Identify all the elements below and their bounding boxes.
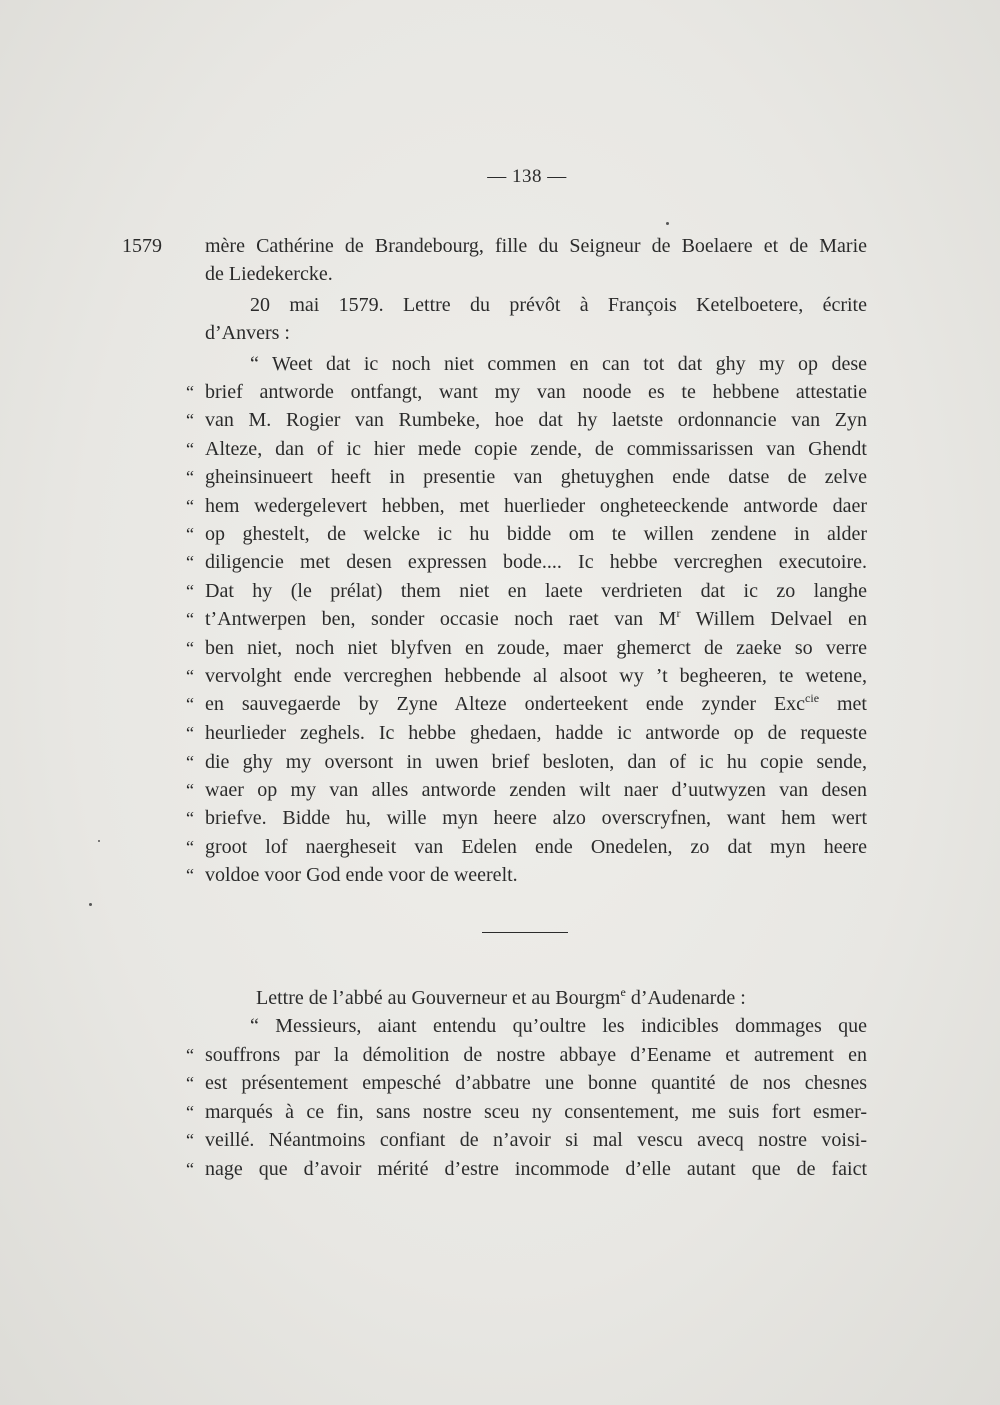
quote-mark: “	[186, 524, 194, 544]
text-line: nage que d’avoir mérité d’estre incommode d’elle autant que de faict	[205, 1158, 867, 1180]
quote-mark: “	[186, 1159, 194, 1179]
quote-mark: “	[186, 865, 194, 885]
superscript: e	[620, 985, 626, 999]
text-line: hem wedergelevert hebben, met huerlieder ongheteeckende antworde daer	[205, 495, 867, 517]
text-line	[205, 605, 867, 633]
text-line: voldoe voor God ende voor de weerelt.	[205, 864, 518, 886]
text-line: souffrons par la démolition de nostre abbaye d’Eename et autrement en	[205, 1044, 867, 1066]
text-line: de Liedekercke.	[205, 263, 333, 285]
text-line: veillé. Néantmoins confiant de n’avoir si mal vescu avecq nostre voisi-	[205, 1129, 867, 1151]
quote-mark: “	[186, 1073, 194, 1093]
quote-mark: “	[186, 581, 194, 601]
quote-mark: “	[186, 496, 194, 516]
text-line: 20 mai 1579. Lettre du prévôt à François Ketelboetere, écrite	[250, 294, 867, 316]
text-line: briefve. Bidde hu, wille myn heere alzo overscryfnen, want hem wert	[205, 807, 867, 829]
text-line: diligencie met desen expressen bode.... Ic hebbe vercreghen executoire.	[205, 551, 867, 573]
text-line: groot lof naergheseit van Edelen ende Onedelen, zo dat myn heere	[205, 836, 867, 858]
text-line: vervolght ende vercreghen hebbende al alsoot wy ’t begheeren, te wetene,	[205, 665, 867, 687]
text-segment: t’Antwerpen ben, sonder occasie noch raet van M	[205, 608, 677, 630]
text-segment: en sauvegaerde by Zyne Alteze onderteekent ende zynder Exc	[205, 693, 806, 715]
quote-mark: “	[186, 752, 194, 772]
quote-mark: “	[186, 837, 194, 857]
text-line: Alteze, dan of ic hier mede copie zende, de commissarissen van Ghendt	[205, 438, 867, 460]
text-line: “ Messieurs, aiant entendu qu’oultre les indicibles dommages que	[250, 1015, 867, 1037]
text-line: van M. Rogier van Rumbeke, hoe dat hy laetste ordonnancie van Zyn	[205, 409, 867, 431]
quote-mark: “	[186, 780, 194, 800]
paper-speck	[666, 222, 669, 225]
superscript: cie	[805, 691, 820, 705]
text-segment: met	[819, 693, 867, 715]
quote-mark: “	[186, 1130, 194, 1150]
text-line: Dat hy (le prélat) them niet en laete verdrieten dat ic zo langhe	[205, 580, 867, 602]
section-divider	[482, 932, 568, 933]
quote-mark: “	[186, 694, 194, 714]
text-line: “ Weet dat ic noch niet commen en can tot dat ghy my op dese	[250, 353, 867, 375]
text-line: brief antworde ontfangt, want my van noode es te hebbene attestatie	[205, 381, 867, 403]
text-line: op ghestelt, de welcke ic hu bidde om te willen zendene in alder	[205, 523, 867, 545]
text-segment: Lettre de l’abbé au Gouverneur et au Bourgm	[256, 987, 621, 1009]
page-number: — 138 —	[487, 166, 567, 187]
text-line: waer op my van alles antworde zenden wilt naer d’uutwyzen van desen	[205, 779, 867, 801]
text-line: die ghy my oversont in uwen brief besloten, dan of ic hu copie sende,	[205, 751, 867, 773]
quote-mark: “	[186, 1045, 194, 1065]
quote-mark: “	[186, 467, 194, 487]
quote-mark: “	[186, 638, 194, 658]
text-line	[205, 690, 867, 718]
text-line: mère Cathérine de Brandebourg, fille du Seigneur de Boelaere et de Marie	[205, 235, 867, 257]
quote-mark: “	[186, 382, 194, 402]
quote-mark: “	[186, 609, 194, 629]
quote-mark: “	[186, 439, 194, 459]
quote-mark: “	[186, 808, 194, 828]
text-line: gheinsinueert heeft in presentie van ghetuyghen ende datse de zelve	[205, 466, 867, 488]
superscript: r	[676, 606, 681, 620]
text-line: ben niet, noch niet blyfven en zoude, maer ghemerct de zaeke so verre	[205, 637, 867, 659]
text-line: marqués à ce fin, sans nostre sceu ny consentement, me suis fort esmer-	[205, 1101, 867, 1123]
text-line: est présentement empesché d’abbatre une bonne quantité de nos chesnes	[205, 1072, 867, 1094]
quote-mark: “	[186, 666, 194, 686]
quote-mark: “	[186, 1102, 194, 1122]
text-line: heurlieder zeghels. Ic hebbe ghedaen, hadde ic antworde op de requeste	[205, 722, 867, 744]
quote-mark: “	[186, 552, 194, 572]
paper-speck	[98, 840, 100, 842]
text-line: d’Anvers :	[205, 322, 290, 344]
text-segment: Willem Delvael en	[680, 608, 867, 630]
text-line	[256, 984, 873, 1012]
quote-mark: “	[186, 410, 194, 430]
margin-year: 1579	[122, 235, 162, 257]
quote-mark: “	[186, 723, 194, 743]
text-segment: d’Audenarde :	[625, 987, 746, 1009]
paper-speck	[89, 903, 92, 906]
